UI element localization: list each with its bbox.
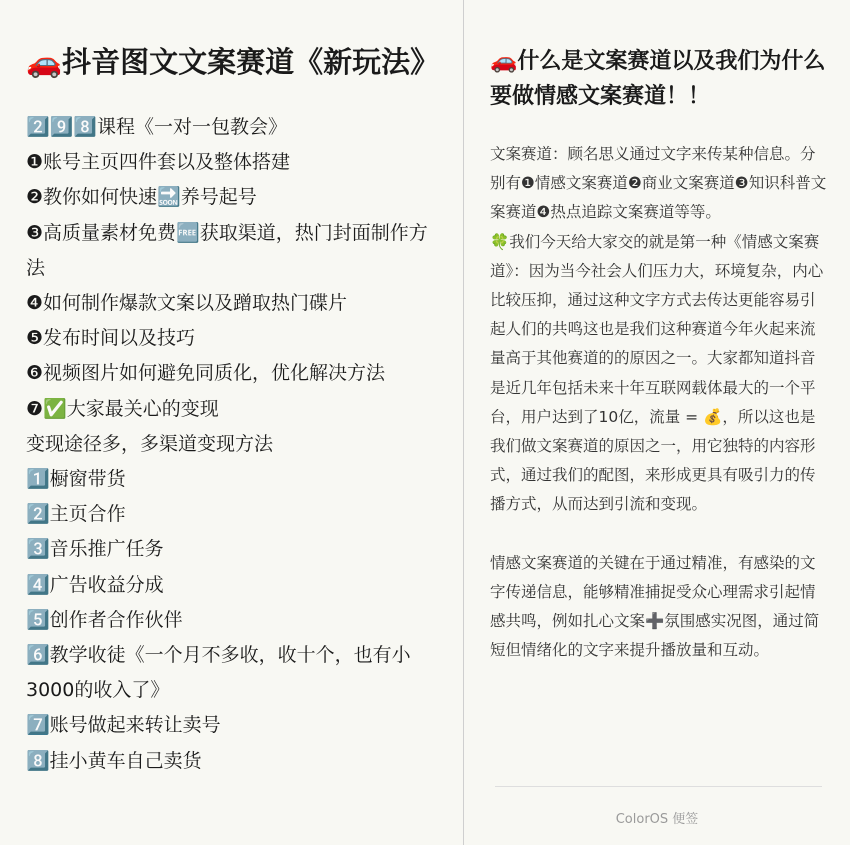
right-note-title: 🚗什么是文案赛道以及我们为什么要做情感文案赛道！！ — [490, 49, 826, 109]
paragraph-spacer — [490, 520, 828, 549]
list-item: 7️⃣账号做起来转让卖号 — [26, 714, 221, 737]
course-outline-list — [26, 110, 441, 779]
list-item: 6️⃣教学收徒《一个月不多收，收十个，也有小3000的收入了》 — [26, 644, 411, 702]
list-item: ❻视频图片如何避免同质化，优化解决方法 — [26, 362, 386, 385]
list-item: 8️⃣挂小黄车自己卖货 — [26, 749, 202, 772]
list-item: 3️⃣音乐推广任务 — [26, 538, 164, 561]
paragraph-reasons: 🍀我们今天给大家交的就是第一种《情感文案赛道》：因为当今社会人们压力大，环境复杂，内心比较压抑，通过这种文字方式去传达更能容易引起人们的共鸣这也是我们这种赛道今年火起来流量高于其他赛道的的原因之一。大家都知道抖音是近几年包括未来十年互联网载体最大的一个平台，用户达到了10亿，流量 = 💰，所以这也是我们做文案赛道的原因之一，用它独特的内容形式，通过我们的配图，来形成更具有吸引力的传播方式，从而达到引流和变现。 — [490, 232, 824, 514]
list-item: 4️⃣广告收益分成 — [26, 573, 164, 596]
right-note-panel — [464, 0, 850, 845]
list-item: 变现途径多，多渠道变现方法 — [26, 432, 274, 455]
footer-divider — [495, 786, 822, 787]
paragraph-key-points: 情感文案赛道的关键在于通过精准，有感染的文字传递信息，能够精准捕捉受众心理需求引起情感共鸣，例如扎心文案➕氛围感实况图，通过简短但情绪化的文字来提升播放量和互动。 — [490, 553, 820, 660]
list-item: ❶账号主页四件套以及整体搭建 — [26, 151, 291, 174]
list-item: ❼✅大家最关心的变现 — [26, 397, 219, 420]
list-item: 2️⃣9️⃣8️⃣课程《一对一包教会》 — [26, 116, 287, 138]
app-watermark: ColorOS 便签 — [615, 812, 699, 827]
paragraph-definition: 文案赛道：顾名思义通过文字来传某种信息。分别有❶情感文案赛道❷商业文案赛道❸知识科普文案赛道❹热点追踪文案赛道等等。 — [490, 145, 827, 222]
list-item: 1️⃣橱窗带货 — [26, 468, 126, 491]
list-item: ❷教你如何快速🔜养号起号 — [26, 186, 257, 209]
list-item: 5️⃣创作者合作伙伴 — [26, 608, 183, 631]
left-note-title: 🚗抖音图文文案赛道《新玩法》 — [26, 45, 440, 79]
list-item: 2️⃣主页合作 — [26, 503, 126, 526]
list-item: ❺发布时间以及技巧 — [26, 327, 196, 350]
list-item: ❹如何制作爆款文案以及蹭取热门碟片 — [26, 292, 348, 315]
list-item: ❸高质量素材免费🆓获取渠道，热门封面制作方法 — [26, 221, 428, 279]
